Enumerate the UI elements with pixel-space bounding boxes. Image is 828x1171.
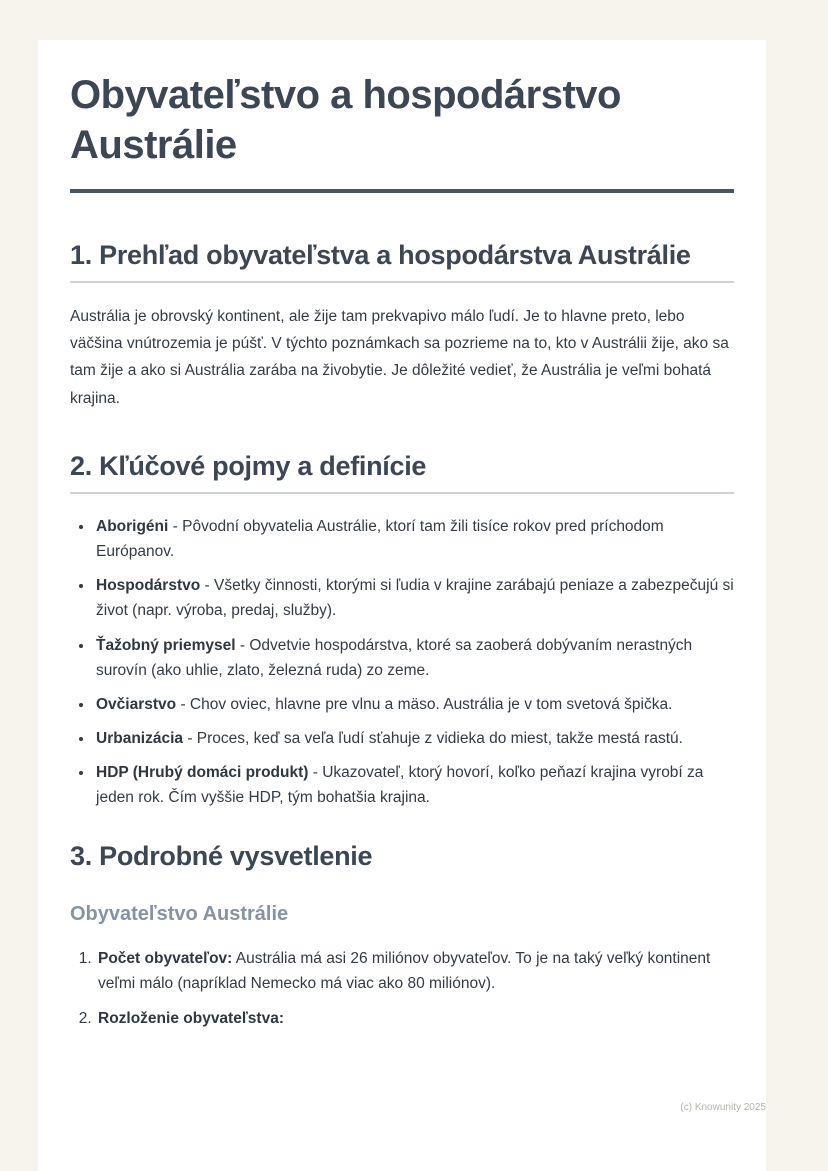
- definition-item: [94, 573, 734, 623]
- section-2-divider: [70, 492, 734, 494]
- subsection-heading-population: Obyvateľstvo Austrálie: [70, 902, 289, 925]
- section-2-heading: 2. Kľúčové pojmy a definície: [70, 450, 427, 481]
- definition-item: [94, 760, 734, 810]
- document-page: [38, 40, 766, 1171]
- definition-item: [94, 692, 734, 717]
- definition-item: [94, 726, 734, 751]
- definition-term: Aborigéni: [96, 518, 169, 536]
- definition-desc: - Pôvodní obyvatelia Austrálie, ktorí tam žili tisíce rokov pred príchodom Európanov.: [96, 518, 664, 561]
- definition-term: Urbanizácia: [96, 729, 184, 747]
- population-item-term: Rozloženie obyvateľstva:: [98, 1009, 284, 1027]
- definition-desc: - Proces, keď sa veľa ľudí sťahuje z vidieka do miest, takže mestá rastú.: [187, 729, 683, 747]
- definition-term: HDP (Hrubý domáci produkt): [96, 764, 309, 782]
- definition-term: Ovčiarstvo: [96, 695, 177, 713]
- population-item-term: Počet obyvateľov:: [98, 949, 233, 967]
- title-divider: [70, 189, 734, 193]
- population-item: [96, 1006, 734, 1031]
- population-item-desc: Austrália má asi 26 miliónov obyvateľov. To je na taký veľký kontinent veľmi málo (napríklad Nemecko má viac ako 80 miliónov).: [98, 949, 711, 992]
- population-item: [96, 946, 734, 996]
- definitions-list: [70, 514, 734, 810]
- copyright-note: (c) Knowunity 2025: [680, 1102, 766, 1113]
- section-1-paragraph: Austrália je obrovský kontinent, ale žije tam prekvapivo málo ľudí. Je to hlavne preto, lebo väčšina vnútrozemia je púšť. V týchto poznámkach sa pozrieme na to, kto v Austrálii žije, ako sa tam žije a ako si Austrália zarába na živobytie. Je dôležité vedieť, že Austrália je veľmi bohatá krajina.: [70, 308, 729, 407]
- definition-item: [94, 514, 734, 564]
- definition-desc: - Ukazovateľ, ktorý hovorí, koľko peňazí krajina vyrobí za jeden rok. Čím vyššie HDP, tým bohatšia krajina.: [96, 764, 704, 807]
- definition-term: Ťažobný priemysel: [96, 636, 236, 654]
- definition-item: [94, 633, 734, 683]
- definition-term: Hospodárstvo: [96, 577, 201, 595]
- population-list: [70, 946, 734, 1031]
- definition-desc: - Chov oviec, hlavne pre vlnu a mäso. Austrália je v tom svetová špička.: [180, 695, 673, 713]
- definition-desc: - Všetky činnosti, ktorými si ľudia v krajine zarábajú peniaze a zabezpečujú si život (napr. výroba, predaj, služby).: [96, 577, 734, 620]
- section-1-divider: [70, 281, 734, 283]
- document-title: Obyvateľstvo a hospodárstvo Austrálie: [70, 73, 621, 168]
- section-3-heading: 3. Podrobné vysvetlenie: [70, 841, 373, 872]
- definition-desc: - Odvetvie hospodárstva, ktoré sa zaoberá dobývaním nerastných surovín (ako uhlie, zlato, železná ruda) zo zeme.: [96, 636, 693, 679]
- section-1-heading: 1. Prehľad obyvateľstva a hospodárstva Austrálie: [70, 239, 691, 270]
